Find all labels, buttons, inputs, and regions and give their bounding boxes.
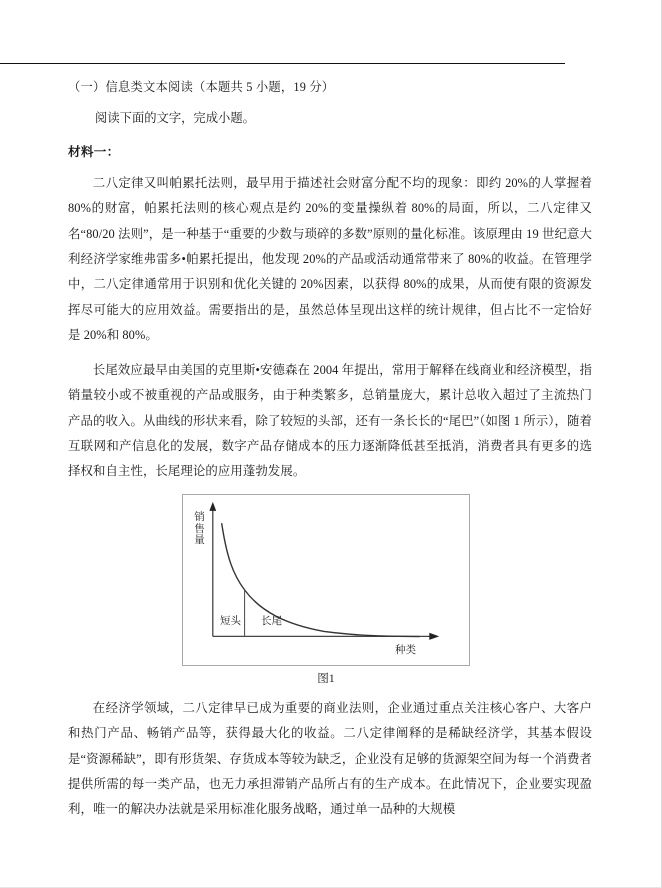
y-axis-label-char-2: 售 — [194, 523, 205, 535]
y-axis-label-char-1: 销 — [194, 511, 205, 523]
figure-caption: 图1 — [317, 671, 335, 685]
figure-frame — [182, 494, 470, 666]
long-tail-curve — [222, 523, 420, 636]
paragraph-long-tail-effect: 长尾效应最早由美国的克里斯•安德森在 2004 年提出，常用于解释在线商业和经济模型，指销量较小或不被重视的产品或服务，由于种类繁多，总销量庞大，累计总收入超过了主流热门产品的收入。从曲线的形状来看，除了较短的头部，还有一条长长的“尾巴”（如图 1 所示），随着互联网和产信息化的发展，数字产品存储成本的压力逐渐降低甚至抵消，消费者具有更多的选择权和自主性，长尾理论的应用蓬勃发展。 — [68, 362, 592, 479]
long-tail-chart — [183, 495, 469, 665]
reading-instruction: 阅读下面的文字，完成小题。 — [95, 111, 255, 126]
material-label: 材料一： — [68, 144, 120, 159]
segment-label-short-head: 短头 — [220, 615, 241, 627]
y-axis-arrowhead — [209, 502, 216, 511]
y-axis-label-char-3: 量 — [194, 535, 205, 547]
x-axis-arrowhead — [429, 633, 439, 640]
x-axis-label: 种类 — [395, 644, 416, 656]
header-divider-rule — [0, 63, 565, 64]
document-content — [68, 78, 592, 832]
paragraph-pareto-principle: 二八定律又叫帕累托法则，最早用于描述社会财富分配不均的现象：即约 20%的人掌握着 80%的财富，帕累托法则的核心观点是约 20%的变量操纵着 80%的局面，所以，二八定律又名“80/20 法则”，是一种基于“重要的少数与琐碎的多数”原则的量化标准。该原理由 19 世纪意大利经济学家维弗雷多•帕累托提出，他发现 20%的产品或活动通常带来了 80%的收益。在管理学中，二八定律通常用于识别和优化关键的 20%因素，以获得 80%的成果，从而使有限的资源发挥尽可能大的应用效益。需要指出的是，虽然总体呈现出这样的统计规律，但占比不一定恰好是 20%和 80%。 — [68, 175, 592, 343]
figure-1 — [68, 494, 592, 686]
section-title: （一）信息类文本阅读（本题共 5 小题，19 分） — [68, 80, 335, 94]
segment-label-long-tail: 长尾 — [261, 615, 282, 627]
y-axis-label — [193, 512, 206, 547]
paragraph-scarcity-economics: 在经济学领域，二八定律早已成为重要的商业法则，企业通过重点关注核心客户、大客户和热门产品、畅销产品等，获得最大化的收益。二八定律阐释的是稀缺经济学，其基本假设是“资源稀缺”，即有形货架、存货成本等较为缺乏，企业没有足够的货源架空间为每一个消费者提供所需的每一类产品，也无力承担滞销产品所占有的生产成本。在此情况下，企业要实现盈利，唯一的解决办法就是采用标准化服务战略，通过单一品种的大规模 — [68, 700, 592, 817]
